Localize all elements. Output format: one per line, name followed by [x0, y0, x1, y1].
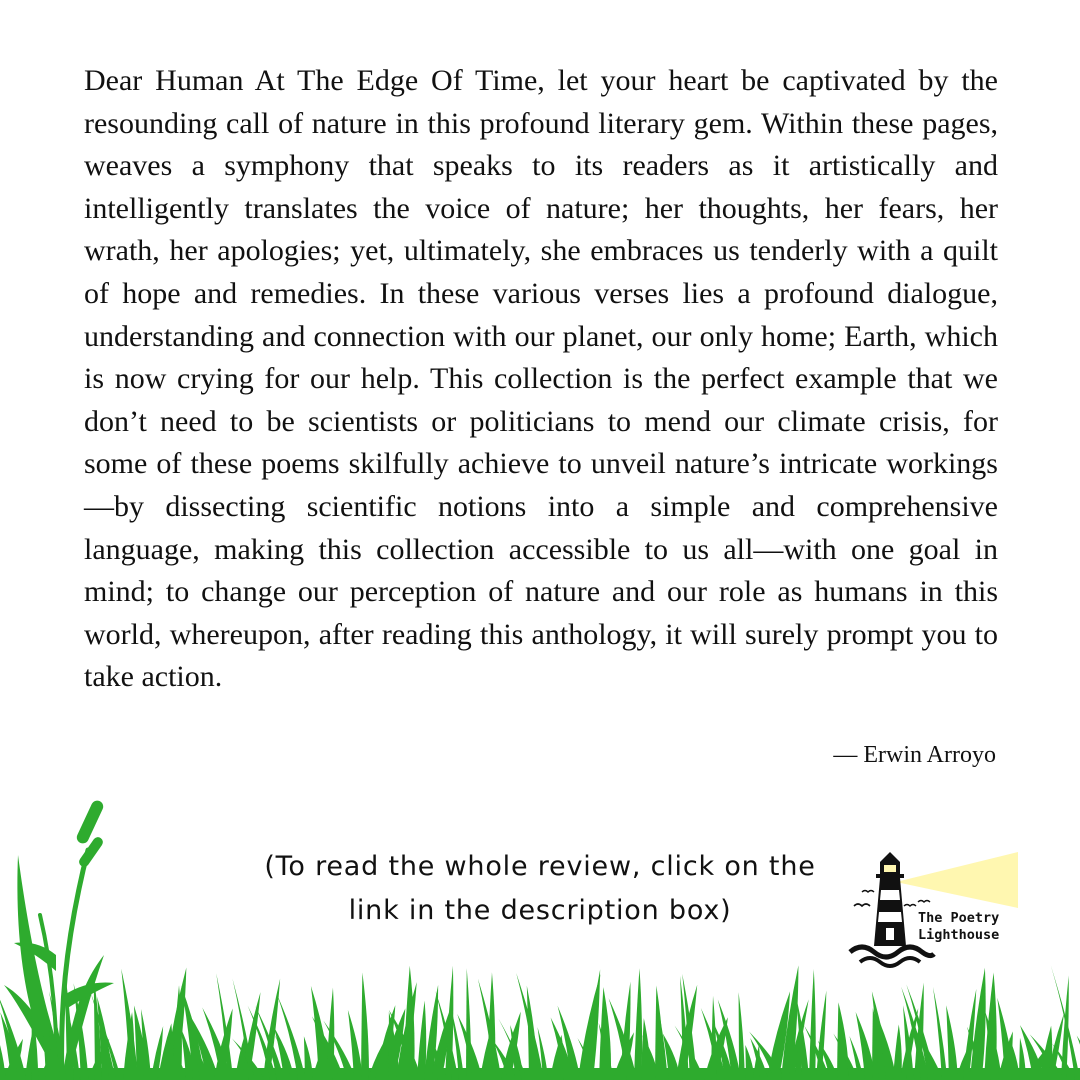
- grass-icon: [0, 960, 1080, 1080]
- review-author: — Erwin Arroyo: [833, 742, 996, 768]
- cta-line-1: (To read the whole review, click on the: [264, 851, 816, 882]
- call-to-action: [240, 845, 840, 933]
- review-text: Dear Human At The Edge Of Time, let your heart be captivated by the resounding call of nature in this profound literary gem. Within these pages, weaves a symphony that speaks to its readers as it artistically and intelligently translates the voice of nature; her thoughts, her fears, her wrath, her apologies; yet, ultimately, she embraces us tenderly with a quilt of hope and remedies. In these various verses lies a profound dialogue, understanding and connection with our planet, our only home; Earth, which is now crying for our help. This collection is the perfect example that we don’t need to be scientists or politicians to mend our climate crisis, for some of these poems skilfully achieve to unveil nature’s intricate workings—by dissecting scientific notions into a simple and comprehensive language, making this collection accessible to us all—with one goal in mind; to change our perception of nature and our role as humans in this world, whereupon, after reading this anthology, it will surely prompt you to take action.: [84, 64, 998, 694]
- cta-line-2: link in the description box): [348, 895, 732, 926]
- logo-text: [918, 910, 999, 944]
- logo-line-1: The Poetry: [918, 910, 1000, 926]
- logo-line-2: Lighthouse: [918, 927, 1000, 943]
